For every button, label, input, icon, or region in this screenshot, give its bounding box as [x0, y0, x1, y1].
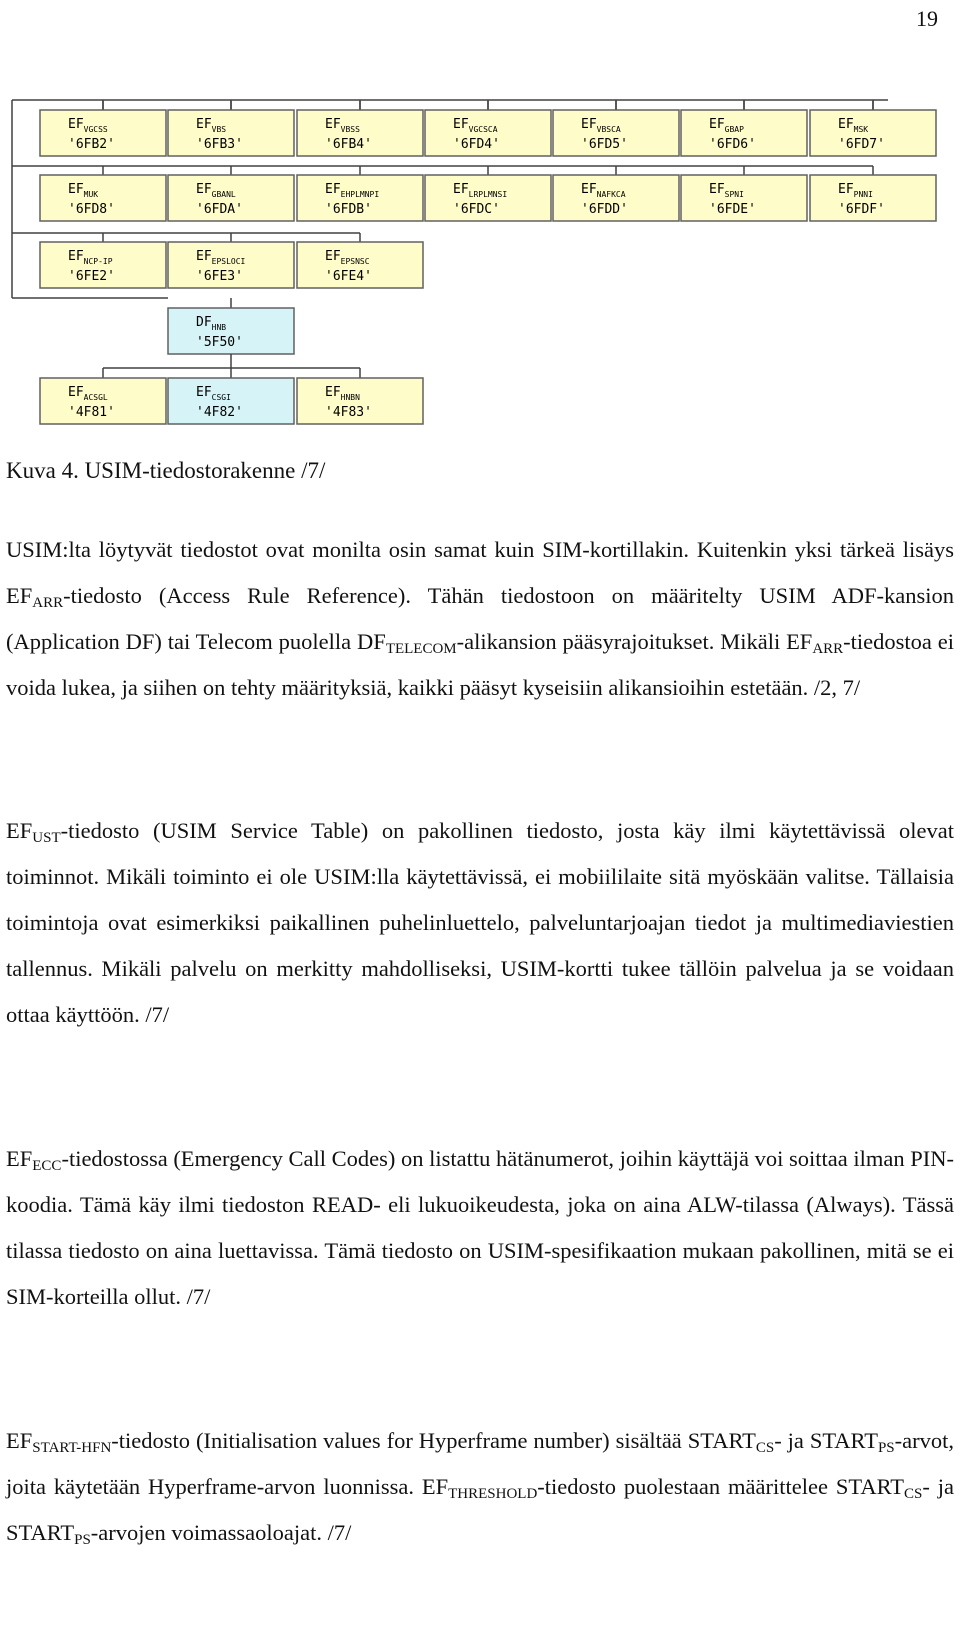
ef-epsloci-name: $EF_{EPSLOCI}$ — [196, 249, 246, 266]
ef-epsnsc-id: '6FE4' — [325, 269, 372, 284]
p4-text-6: - ja START — [6, 1474, 954, 1545]
ef-ehplmnpi-box — [297, 175, 423, 221]
p4-text-5: -tiedosto puolestaan määrittelee START — [537, 1474, 904, 1499]
ef-vbs-box — [168, 110, 294, 156]
ef-vbsca-name: $EF_{VBSCA}$ — [581, 117, 621, 134]
ef-vgcss-id: '6FB2' — [68, 137, 115, 152]
ef-pnni-name: $EF_{PNNI}$ — [838, 182, 873, 199]
ef-ehplmnpi-name: $EF_{EHPLMNPI}$ — [325, 182, 380, 199]
ef-gbap-id: '6FD6' — [709, 137, 756, 152]
ef-vgcsca-name: $EF_{VGCSCA}$ — [453, 117, 498, 134]
df-hnb-box — [168, 308, 294, 354]
ef-ncp-ip-box — [40, 242, 166, 288]
ef-gbanl-box — [168, 175, 294, 221]
paragraph-ef-ust — [6, 808, 954, 1038]
p4-sub-2: CS — [755, 1440, 775, 1456]
ef-ehplmnpi-id: '6FDB' — [325, 202, 372, 217]
ef-vbss-name: $EF_{VBSS}$ — [325, 117, 360, 134]
p4-text-1: EF — [6, 1428, 33, 1453]
ef-spni-box — [681, 175, 807, 221]
p1-sub-1: ARR — [32, 595, 64, 611]
ef-spni-name: $EF_{SPNI}$ — [709, 182, 744, 199]
ef-muk-name: $EF_{MUK}$ — [68, 182, 99, 199]
p2-text-2: -tiedosto (USIM Service Table) on pakollinen tiedosto, josta käy ilmi käytettävissä olevat toiminnot. Mikäli toiminto ei ole USIM:lla käytettävissä, ei mobiililaite sitä myöskään valitse. Tällaisia toimintoja ovat esimerkiksi paikallinen puhelinluettelo, palveluntarjoajan tiedot ja multimediaviestien tallennus. Mikäli palvelu on merkitty mahdolliseksi, USIM-kortti tukee tällöin palvelua ja se voidaan ottaa käyttöön. /7/ — [6, 818, 954, 1027]
p2-sub-1: UST — [32, 830, 61, 846]
page-number: 19 — [916, 6, 938, 31]
p4-sub-3: PS — [877, 1440, 895, 1456]
paragraph-ef-ecc — [6, 1136, 954, 1320]
ef-gbap-box — [681, 110, 807, 156]
usim-file-structure-diagram — [0, 0, 960, 440]
ef-vgcsca-box — [425, 110, 551, 156]
ef-acsgl-name: $EF_{ACSGL}$ — [68, 385, 108, 402]
ef-gbap-name: $EF_{GBAP}$ — [709, 117, 744, 134]
p1-text-3: -alikansion pääsyrajoitukset. Mikäli EF — [456, 629, 813, 654]
ef-epsloci-id: '6FE3' — [196, 269, 243, 284]
p4-sub-5: CS — [904, 1486, 923, 1502]
p1-text-1: USIM:lta löytyvät tiedostot ovat monilta osin samat kuin SIM-kortillakin. Kuitenkin yksi tärkeä lisäys EF — [6, 537, 954, 608]
ef-nafkca-box — [553, 175, 679, 221]
ef-epsloci-box — [168, 242, 294, 288]
p4-text-3: - ja START — [774, 1428, 878, 1453]
ef-hnbn-box — [297, 378, 423, 424]
ef-msk-name: $EF_{MSK}$ — [838, 117, 869, 134]
p4-sub-4: THRESHOLD — [448, 1486, 538, 1502]
ef-gbanl-name: $EF_{GBANL}$ — [196, 182, 236, 199]
ef-vbss-id: '6FB4' — [325, 137, 372, 152]
ef-muk-box — [40, 175, 166, 221]
df-hnb-id: '5F50' — [196, 335, 243, 350]
ef-ncp-ip-id: '6FE2' — [68, 269, 115, 284]
p4-sub-1: START-HFN — [32, 1440, 112, 1456]
p1-sub-3: ARR — [812, 641, 844, 657]
ef-vbss-box — [297, 110, 423, 156]
ef-vbsca-box — [553, 110, 679, 156]
ef-pnni-box — [810, 175, 936, 221]
ef-spni-id: '6FDE' — [709, 202, 756, 217]
p4-text-2: -tiedosto (Initialisation values for Hyperframe number) sisältää START — [111, 1428, 756, 1453]
ef-pnni-id: '6FDF' — [838, 202, 885, 217]
ef-csgi-id: '4F82' — [196, 405, 243, 420]
ef-acsgl-box — [40, 378, 166, 424]
ef-ncp-ip-name: $EF_{NCP-IP}$ — [68, 249, 113, 266]
ef-msk-box — [810, 110, 936, 156]
ef-gbanl-id: '6FDA' — [196, 202, 243, 217]
p1-text-2: -tiedosto (Access Rule Reference). Tähän tiedostoon on määritelty USIM ADF-kansion (Application DF) tai Telecom puolella DF — [6, 583, 954, 654]
paragraph-ef-arr — [6, 527, 954, 711]
ef-vgcss-box — [40, 110, 166, 156]
ef-lrplmnsi-id: '6FDC' — [453, 202, 500, 217]
p3-sub-1: ECC — [32, 1158, 62, 1174]
ef-nafkca-id: '6FDD' — [581, 202, 628, 217]
ef-epsnsc-name: $EF_{EPSNSC}$ — [325, 249, 370, 266]
ef-csgi-box — [168, 378, 294, 424]
p4-text-7: -arvojen voimassaoloajat. /7/ — [90, 1520, 352, 1545]
ef-lrplmnsi-box — [425, 175, 551, 221]
ef-msk-id: '6FD7' — [838, 137, 885, 152]
p4-sub-6: PS — [74, 1532, 91, 1548]
paragraph-ef-start-hfn — [6, 1418, 954, 1556]
ef-muk-id: '6FD8' — [68, 202, 115, 217]
ef-vgcss-name: $EF_{VGCSS}$ — [68, 117, 108, 134]
p4-text-4: -arvot, joita käytetään Hyperframe-arvon luonnissa. EF — [6, 1428, 954, 1499]
p1-sub-2: TELECOM — [385, 641, 457, 657]
p2-text-1: EF — [6, 818, 33, 843]
p3-text-2: -tiedostossa (Emergency Call Codes) on listattu hätänumerot, joihin käyttäjä voi soittaa ilman PIN-koodia. Tämä käy ilmi tiedoston READ- eli lukuoikeudesta, joka on aina ALW-tilassa (Always). Tässä tilassa tiedosto on aina luettavissa. Tämä tiedosto on USIM-spesifikaation mukaan pakollinen, mitä se ei SIM-korteilla ollut. /7/ — [6, 1146, 954, 1309]
ef-hnbn-name: $EF_{HNBN}$ — [325, 385, 360, 402]
ef-vgcsca-id: '6FD4' — [453, 137, 500, 152]
ef-acsgl-id: '4F81' — [68, 405, 115, 420]
figure-caption: Kuva 4. USIM-tiedostorakenne /7/ — [6, 458, 326, 483]
ef-vbsca-id: '6FD5' — [581, 137, 628, 152]
p3-text-1: EF — [6, 1146, 33, 1171]
ef-vbs-id: '6FB3' — [196, 137, 243, 152]
ef-hnbn-id: '4F83' — [325, 405, 372, 420]
p1-text-4: -tiedostoa ei voida lukea, ja siihen on tehty määrityksiä, kaikki pääsyt kyseisiin alikansioihin estetään. /2, 7/ — [6, 629, 955, 700]
ef-lrplmnsi-name: $EF_{LRPLMNSI}$ — [453, 182, 508, 199]
ef-epsnsc-box — [297, 242, 423, 288]
ef-nafkca-name: $EF_{NAFKCA}$ — [581, 182, 626, 199]
ef-csgi-name: $EF_{CSGI}$ — [196, 385, 231, 402]
ef-vbs-name: $EF_{VBS}$ — [196, 117, 227, 134]
df-hnb-name: $DF_{HNB}$ — [196, 315, 227, 332]
